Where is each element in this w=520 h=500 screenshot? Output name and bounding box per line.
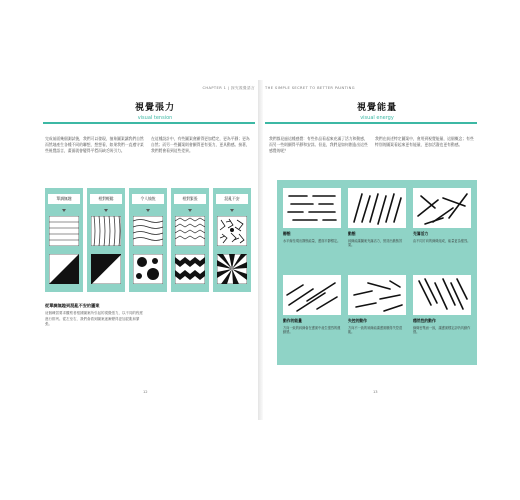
right-intro-col-2: 我們在前述特定圖案中，會用到視覺能量，這個概念；有些特別的圖案看起來更有能量，更加活潑也更有動感。 (375, 136, 474, 147)
energy-desc-3: 由不同方向的線條組成，能量更為強烈。 (413, 238, 471, 243)
tension-label-1: 單調無趣 (48, 194, 80, 204)
right-intro-col-1: 我們都見過這種感覺：有些作品看起來充滿了活力和動感，而另一些則顯得平靜和安詳。但是，我們是如何創造出這些感覺的呢？ (269, 136, 368, 153)
energy-tile-3 (413, 188, 471, 228)
tension-label-4: 相對緊張 (174, 194, 206, 204)
tension-tile-3b (133, 254, 163, 284)
tension-tile-4b (175, 254, 205, 284)
right-page-subtitle: visual energy (360, 115, 394, 121)
energy-name-1: 靜態 (283, 231, 291, 236)
right-page-number: 13 (373, 390, 378, 394)
chevron-down-icon (188, 209, 192, 212)
energy-tile-4 (283, 275, 341, 315)
left-intro-col-1: 完成前面幾個測試後，我們可以發現，抽象圖案讓我們自然而然地產生各種不同的聯想，想想看，如果我們一直遵守某些視覺語言，畫面就會變得平穩而缺乏吸引力。 (45, 136, 144, 153)
left-intro-col-2: 在這種設計中，有些圖案會顯得更加穩定，更為平靜；更為自然；而另一些圖案則會顯得更有張力，更具動感。接著，我們將會看到這些差異。 (151, 136, 250, 153)
tension-tile-1a (49, 216, 79, 246)
tension-tile-3a (133, 216, 163, 246)
tension-tile-2a (91, 216, 121, 246)
right-heading-block (302, 100, 452, 121)
left-section-heading: 從單調無趣到混亂不安的圖案 (45, 303, 100, 308)
tension-label-5: 混亂不安 (216, 194, 248, 204)
energy-cell-6 (413, 275, 471, 335)
energy-desc-2: 斜線能讓圖案充滿活力，營造出動態效果。 (348, 238, 403, 248)
energy-desc-1: 水平線呈現出靜態能量，畫面平靜穩定。 (283, 238, 341, 243)
tension-tile-5b (217, 254, 247, 284)
energy-tile-5 (348, 275, 406, 315)
energy-tile-2 (348, 188, 406, 228)
energy-name-6: 穩然性的動作 (413, 318, 436, 323)
energy-cell-1 (283, 188, 341, 243)
energy-name-5: 失控的動作 (348, 318, 367, 323)
energy-tile-1 (283, 188, 341, 228)
chevron-down-icon (104, 209, 108, 212)
tension-col-4 (171, 188, 209, 292)
left-running-head: CHAPTER 1 | 探究視覺語言 (202, 86, 255, 90)
left-page-title: 視覺張力 (134, 103, 175, 113)
right-running-head: THE SIMPLE SECRET TO BETTER PAINTING (265, 86, 355, 90)
left-section-text: 這個練習要求觀察者根據圖案所引起的視覺張力，以不同的程度進行排列。從左至右，我們會看到圖案逐漸變得更加混亂和緊張。 (45, 311, 143, 327)
tension-tile-5a (217, 216, 247, 246)
energy-cell-2 (348, 188, 406, 248)
tension-grid (45, 188, 253, 292)
right-page (265, 80, 477, 420)
energy-name-2: 動態 (348, 231, 356, 236)
tension-label-3: 令人愉悅 (132, 194, 164, 204)
energy-name-4: 動作的能量 (283, 318, 302, 323)
tension-tile-1b (49, 254, 79, 284)
tension-tile-4a (175, 216, 205, 246)
energy-cell-5 (348, 275, 406, 335)
right-heading-rule (265, 122, 477, 124)
left-page-number: 12 (143, 390, 148, 394)
tension-col-3 (129, 188, 167, 292)
energy-cell-3 (413, 188, 471, 243)
energy-name-3: 充滿活力 (413, 231, 429, 236)
tension-label-2: 相對輕鬆 (90, 194, 122, 204)
book-spine (258, 80, 263, 420)
energy-panel (277, 180, 477, 365)
tension-col-5 (213, 188, 251, 292)
energy-tile-6 (413, 275, 471, 315)
left-page (43, 80, 255, 420)
left-page-subtitle: visual tension (137, 115, 173, 121)
left-heading-rule (43, 122, 255, 124)
tension-tile-2b (91, 254, 121, 284)
tension-col-1 (45, 188, 83, 292)
energy-desc-6: 線條密集而一致，讓畫面穩定卻仍具動作感。 (413, 325, 471, 335)
energy-desc-5: 方向不一致的斜線能讓畫面顯得失控混亂。 (348, 325, 403, 335)
energy-desc-4: 方向一致的斜線會在畫面中產生強烈的運動感。 (283, 325, 341, 335)
chevron-down-icon (230, 209, 234, 212)
chevron-down-icon (146, 209, 150, 212)
left-heading-block (80, 100, 230, 121)
energy-cell-4 (283, 275, 341, 335)
chevron-down-icon (62, 209, 66, 212)
tension-col-2 (87, 188, 125, 292)
right-page-title: 視覺能量 (356, 103, 397, 113)
